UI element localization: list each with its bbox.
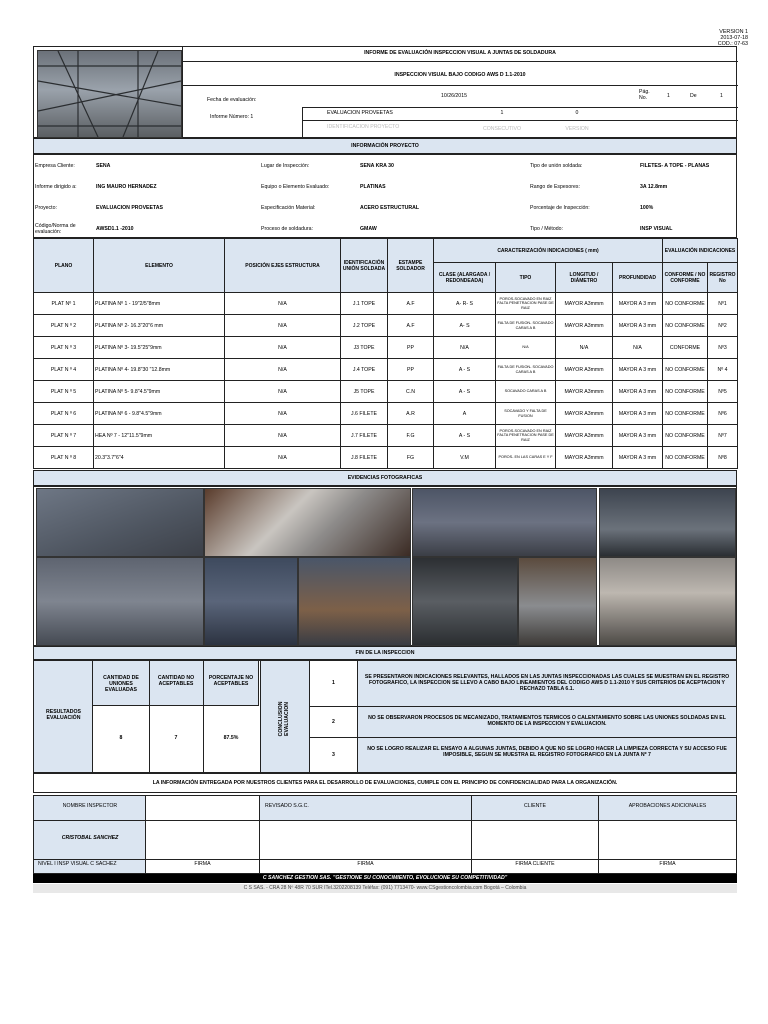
clase-cell: A- S <box>434 315 496 337</box>
report-subtitle: INSPECCION VISUAL BAJO CODIGO AWS D 1.1-2010 <box>394 72 526 78</box>
clase-cell: V.M <box>434 447 496 469</box>
elemento-cell: HEA Nº 7 - 12"11.5"9mm <box>94 425 225 447</box>
profundidad-cell: MAYOR A 3 mm <box>613 447 663 469</box>
report-header <box>33 46 737 138</box>
plano-cell: PLAT N º 3 <box>34 337 94 359</box>
project-field-label: Código/Norma de evaluación: <box>35 222 76 235</box>
project-row <box>34 197 736 218</box>
longitud-cell: N/A <box>556 337 613 359</box>
profundidad-cell: N/A <box>613 337 663 359</box>
col-elemento: ELEMENTO <box>94 239 225 293</box>
posicion-cell: N/A <box>225 315 341 337</box>
longitud-cell: MAYOR A3mmm <box>556 403 613 425</box>
aprobaciones-signature: FIRMA <box>659 861 676 867</box>
registro-cell: Nº8 <box>708 447 738 469</box>
conforme-cell: NO CONFORME <box>663 425 708 447</box>
inspector-signature: FIRMA <box>194 861 211 867</box>
registro-cell: Nº 4 <box>708 359 738 381</box>
inspector-label: NOMBRE INSPECTOR <box>62 803 118 809</box>
col-estampe: ESTAMPE SOLDADOR <box>388 239 434 293</box>
informe-label: Informe Número: 1 <box>210 114 254 120</box>
footer-address: C S SAS. - CRA 28 Nº 48R 70 SUR ITel.3202208139 Teléfax: (091) 7713470- www.CSgestioncolombia.com Bogotá – Colombia <box>33 884 737 893</box>
fecha-label: Fecha de evaluación: <box>207 97 257 103</box>
results-h1: CANTIDAD DE UNIONES EVALUADAS <box>103 675 139 693</box>
col-longitud: LONGITUD / DIÁMETRO <box>556 263 613 293</box>
project-field-value: FILETES- A TOPE - PLANAS <box>640 162 710 169</box>
tipo-cell: FALTA DE FUSION- SOCAVADO CARAS A B <box>496 315 556 337</box>
table-row <box>34 337 738 359</box>
photo-plate-3 <box>412 488 597 557</box>
elemento-cell: PLATINA Nº 3- 19.5"25"9mm <box>94 337 225 359</box>
confidentiality-note: LA INFORMACIÓN ENTREGADA POR NUESTROS CLIENTES PARA EL DESARROLLO DE EVALUACIONES, CUMPLE CON EL PRINCIPIO DE CONFIDENCIALIDAD PARA LA ORGANIZACIÓN. <box>33 773 737 793</box>
photo-plate-10 <box>599 557 736 646</box>
table-row <box>34 315 738 337</box>
project-field-value: AWSD1.1 -2010 <box>96 225 134 232</box>
project-row <box>34 155 736 176</box>
profundidad-cell: MAYOR A 3 mm <box>613 359 663 381</box>
page-label: Pág. No. <box>639 89 650 101</box>
profundidad-cell: MAYOR A 3 mm <box>613 381 663 403</box>
project-field-label: Equipo o Elemento Evaluado: <box>261 183 330 190</box>
revisado-label: REVISADO S.G.C. <box>265 803 309 809</box>
project-field-value: SENA <box>96 162 111 169</box>
plano-cell: PLAT N º 4 <box>34 359 94 381</box>
longitud-cell: MAYOR A3mmm <box>556 293 613 315</box>
version-date: 2013-07-18 <box>720 35 748 42</box>
revisado-signature: FIRMA <box>357 861 374 867</box>
header-structure-photo <box>37 50 182 138</box>
project-row <box>34 218 736 239</box>
col-profundidad: PROFUNDIDAD <box>613 263 663 293</box>
plano-cell: PLAT N º 2 <box>34 315 94 337</box>
col-posicion: POSICIÓN EJES ESTRUCTURA <box>225 239 341 293</box>
aprobaciones-label: APROBACIONES ADICIONALES <box>628 803 707 809</box>
photo-plate-5 <box>36 557 204 646</box>
registro-cell: Nº2 <box>708 315 738 337</box>
longitud-cell: MAYOR A3mmm <box>556 359 613 381</box>
conclusion-number: 2 <box>310 706 358 737</box>
col-clase: CLASE (ALARGADA / REDONDEADA) <box>434 263 496 293</box>
project-field-value: PLATINAS <box>360 183 386 190</box>
project-field-label: Informe dirigido a: <box>35 183 77 190</box>
posicion-cell: N/A <box>225 359 341 381</box>
photo-plate-2 <box>204 488 411 557</box>
elemento-cell: PLATINA Nº 4- 19.8"30 "12.8mm <box>94 359 225 381</box>
longitud-cell: MAYOR A3mmm <box>556 315 613 337</box>
results-v1: 8 <box>119 735 123 741</box>
registro-cell: Nº6 <box>708 403 738 425</box>
project-field-value: 3A 12.8mm <box>640 183 668 190</box>
plano-cell: PLAT N º 8 <box>34 447 94 469</box>
project-field-value: SENA KRA 30 <box>360 162 394 169</box>
clase-cell: A - S <box>434 381 496 403</box>
estampe-cell: F.G <box>388 425 434 447</box>
photo-plate-4 <box>599 488 736 557</box>
table-row <box>34 293 738 315</box>
project-field-value: INSP VISUAL <box>640 225 673 232</box>
table-row <box>34 359 738 381</box>
plano-cell: PLAT Nº 1 <box>34 293 94 315</box>
identificacion-cell: J.4 TOPE <box>341 359 388 381</box>
project-field-label: Proyecto: <box>35 204 57 211</box>
clase-cell: N/A <box>434 337 496 359</box>
version-label: VERSION <box>565 126 589 132</box>
project-field-label: Empresa Cliente: <box>35 162 75 169</box>
fin-title: FIN DE LA INSPECCION <box>33 646 737 660</box>
project-field-label: Tipo / Método: <box>530 225 563 232</box>
table-row <box>34 403 738 425</box>
tipo-cell: SOCAVADO Y FALTA DE FUSION <box>496 403 556 425</box>
project-field-value: ING MAURO HERNADEZ <box>96 183 157 190</box>
photo-plate-8 <box>412 557 518 646</box>
plano-cell: PLAT N º 5 <box>34 381 94 403</box>
project-section-title: INFORMACIÓN PROYECTO <box>33 138 737 154</box>
posicion-cell: N/A <box>225 425 341 447</box>
estampe-cell: PP <box>388 337 434 359</box>
identificacion-cell: J.7 FILETE <box>341 425 388 447</box>
consecutivo-value: 1 <box>500 110 504 116</box>
project-field-label: Especificación Material: <box>261 204 316 211</box>
plano-cell: PLAT N º 6 <box>34 403 94 425</box>
fecha-value: 10/26/2015 <box>441 93 467 99</box>
cliente-label: CLIENTE <box>524 803 546 809</box>
results-v2: 7 <box>174 735 178 741</box>
estampe-cell: A.F <box>388 293 434 315</box>
clase-cell: A- R- S <box>434 293 496 315</box>
conclusion-text: NO SE LOGRO REALIZAR EL ENSAYO A ALGUNAS JUNTAS, DEBIDO A QUE NO SE LOGRO HACER LA LIMPIEZA CORRECTA Y SU ACCESO FUE IMPOSIBLE, SEGUN SE MUESTRA EL REGISTRO FOTOGRAFICO EN LA JUNTA Nº 7 <box>358 737 736 772</box>
photo-gallery <box>33 486 737 646</box>
col-plano: PLANO <box>34 239 94 293</box>
conforme-cell: NO CONFORME <box>663 381 708 403</box>
table-row <box>34 381 738 403</box>
results-h2: CANTIDAD NO ACEPTABLES <box>157 675 195 687</box>
identificacion-cell: J.2 TOPE <box>341 315 388 337</box>
conclusion-text: NO SE OBSERVARON PROCESOS DE MECANIZADO, TRATAMIENTOS TERMICOS O CALENTAMIENTO SOBRE LAS UNIONES SOLDADAS EN EL MOMENTO DE LA INSPECCION Y EVALUACION. <box>358 706 736 737</box>
clase-cell: A <box>434 403 496 425</box>
tipo-cell: FALTA DE FUSION- SOCAVADO CARAS A B <box>496 359 556 381</box>
conforme-cell: NO CONFORME <box>663 447 708 469</box>
elemento-cell: PLATINA Nº 5- 9.8"4.5"9mm <box>94 381 225 403</box>
project-field-value: EVALUACION PROVEETAS <box>96 204 163 211</box>
elemento-cell: PLATINA Nº 6 - 9.8"4.5"9mm <box>94 403 225 425</box>
posicion-cell: N/A <box>225 337 341 359</box>
version-code: COD.: 07-63 <box>717 41 748 48</box>
table-row <box>34 425 738 447</box>
longitud-cell: MAYOR A3mmm <box>556 447 613 469</box>
table-row <box>34 447 738 469</box>
col-evaluacion: EVALUACIÓN INDICACIONES <box>663 239 738 263</box>
conforme-cell: NO CONFORME <box>663 293 708 315</box>
tipo-cell: POROS- EN LAS CARAS E Y F <box>496 447 556 469</box>
identificacion-label: IDENTIFICACION PROYECTO <box>327 124 400 130</box>
longitud-cell: MAYOR A3mmm <box>556 381 613 403</box>
tipo-cell: POROS-SOCAVADO EN RAIZ FALTA PENETRACION PASE DE RAIZ <box>496 293 556 315</box>
report-title: INFORME DE EVALUACIÓN INSPECCION VISUAL A JUNTAS DE SOLDADURA <box>364 50 556 56</box>
signatures-block <box>33 795 737 874</box>
conclusion-label: CONCLUSION EVALUACION <box>278 701 290 737</box>
estampe-cell: PP <box>388 359 434 381</box>
col-tipo: TIPO <box>496 263 556 293</box>
profundidad-cell: MAYOR A 3 mm <box>613 293 663 315</box>
photo-plate-7 <box>298 557 411 646</box>
identificacion-cell: J3 TOPE <box>341 337 388 359</box>
col-identificacion: IDENTIFICACIÓN UNIÓN SOLDADA <box>341 239 388 293</box>
identificacion-cell: J.8 FILETE <box>341 447 388 469</box>
photo-plate-6 <box>204 557 298 646</box>
profundidad-cell: MAYOR A 3 mm <box>613 425 663 447</box>
inspection-table <box>33 238 737 469</box>
posicion-cell: N/A <box>225 381 341 403</box>
inspector-level: NIVEL I INSP VISUAL C SACHEZ <box>38 861 117 867</box>
registro-cell: Nº7 <box>708 425 738 447</box>
plano-cell: PLAT N º 7 <box>34 425 94 447</box>
identificacion-cell: J5 TOPE <box>341 381 388 403</box>
footer-slogan: C SANCHEZ GESTION SAS. "GESTIONE SU CONOCIMIENTO, EVOLUCIONE SU COMPETITIVIDAD" <box>33 874 737 883</box>
clase-cell: A - S <box>434 425 496 447</box>
profundidad-cell: MAYOR A 3 mm <box>613 403 663 425</box>
elemento-cell: 20.3"3.7"6"4 <box>94 447 225 469</box>
tipo-cell: POROS-SOCAVADO EN RAIZ FALTA PENETRACION PASE DE RAIZ <box>496 425 556 447</box>
conforme-cell: NO CONFORME <box>663 315 708 337</box>
version-block <box>690 29 748 48</box>
conclusion-number: 3 <box>310 737 358 772</box>
col-caracterizacion: CARACTERIZACIÓN INDICACIONES ( mm) <box>434 239 663 263</box>
project-field-value: ACERO ESTRUCTURAL <box>360 204 420 211</box>
elemento-cell: PLATINA Nº 1 - 19"2/5"8mm <box>94 293 225 315</box>
photo-plate-9 <box>518 557 597 646</box>
project-field-label: Proceso de soldadura: <box>261 225 313 232</box>
col-conforme: CONFORME / NO CONFORME <box>663 263 708 293</box>
estampe-cell: C.N <box>388 381 434 403</box>
results-h3: PORCENTAJE NO ACEPTABLES <box>208 675 254 687</box>
results-label: RESULTADOS EVALUACIÓN <box>46 709 81 721</box>
project-field-label: Porcentaje de Inspección: <box>530 204 590 211</box>
posicion-cell: N/A <box>225 293 341 315</box>
consecutivo-label: CONSECUTIVO <box>482 126 522 132</box>
conclusion-text: SE PRESENTARON INDICACIONES RELEVANTES, HALLADOS EN LAS JUNTAS INSPECCIONADAS LAS CUALES SE MUESTRAN EN EL REGISTRO FOTOGRAFICO, LA INSPECCION SE LLEVO A CABO BAJO LINEAMIENTOS DEL CODIGO AWS D 1.1-2010 Y SUS CRITERIOS DE ACEPTACION Y RECHAZO TABLA 6.1. <box>358 661 736 706</box>
profundidad-cell: MAYOR A 3 mm <box>613 315 663 337</box>
registro-cell: Nº5 <box>708 381 738 403</box>
tipo-cell: SOCAVADO CARAS A B <box>496 381 556 403</box>
estampe-cell: A.F <box>388 315 434 337</box>
project-info <box>33 154 737 238</box>
project-field-label: Rango de Espesores: <box>530 183 580 190</box>
estampe-cell: FG <box>388 447 434 469</box>
conforme-cell: NO CONFORME <box>663 403 708 425</box>
project-field-label: Tipo de unión soldada: <box>530 162 583 169</box>
conforme-cell: NO CONFORME <box>663 359 708 381</box>
results-section <box>33 660 737 773</box>
version-value: 0 <box>575 110 579 116</box>
clase-cell: A - S <box>434 359 496 381</box>
registro-cell: Nº1 <box>708 293 738 315</box>
version-number: VERSION 1 <box>719 29 748 35</box>
posicion-cell: N/A <box>225 403 341 425</box>
project-row <box>34 176 736 197</box>
conforme-cell: CONFORME <box>663 337 708 359</box>
evaluation-name: EVALUACION PROVEETAS <box>327 110 393 116</box>
page-of-label: De <box>690 93 697 99</box>
project-field-value: GMAW <box>360 225 377 232</box>
registro-cell: Nº3 <box>708 337 738 359</box>
posicion-cell: N/A <box>225 447 341 469</box>
identificacion-cell: J.1 TOPE <box>341 293 388 315</box>
project-field-value: 100% <box>640 204 654 211</box>
elemento-cell: PLATINA Nº 2- 16.3"20"6 mm <box>94 315 225 337</box>
cliente-signature: FIRMA CLIENTE <box>515 861 555 867</box>
page-total: 1 <box>720 93 723 99</box>
longitud-cell: MAYOR A3mmm <box>556 425 613 447</box>
photos-title: EVIDENCIAS FOTOGRAFICAS <box>33 470 737 486</box>
photo-plate-1 <box>36 488 204 557</box>
results-v3: 87.5% <box>223 735 239 741</box>
inspector-name: CRISTOBAL SANCHEZ <box>61 835 119 841</box>
tipo-cell: N/A <box>496 337 556 359</box>
project-field-label: Lugar de Inspección: <box>261 162 310 169</box>
estampe-cell: A.R <box>388 403 434 425</box>
identificacion-cell: J.6 FILETE <box>341 403 388 425</box>
page-number: 1 <box>667 93 670 99</box>
col-registro: REGISTRO No <box>708 263 738 293</box>
conclusion-number: 1 <box>310 661 358 706</box>
